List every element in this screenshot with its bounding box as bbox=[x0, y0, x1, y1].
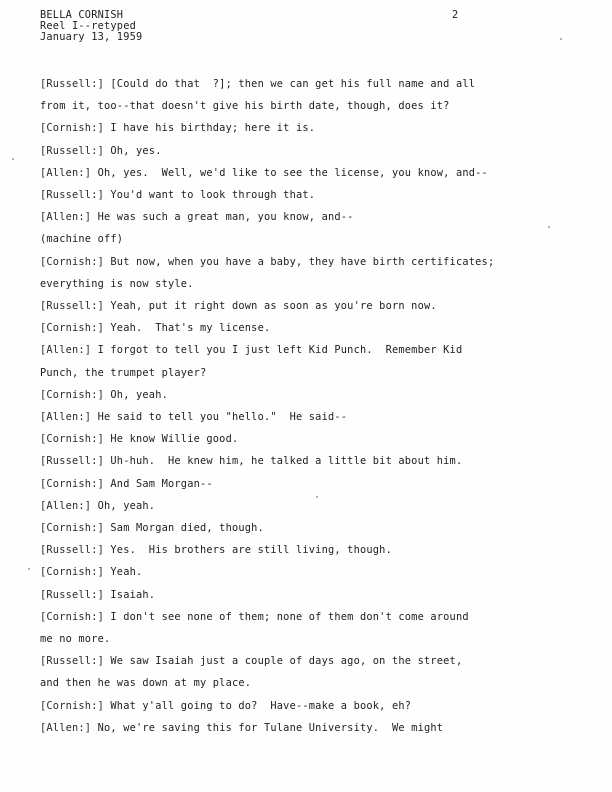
scan-speck bbox=[316, 496, 318, 498]
transcript-line bbox=[40, 544, 392, 556]
interviewee-name: BELLA CORNISH bbox=[40, 9, 124, 21]
scan-speck bbox=[28, 568, 30, 570]
line-text: Oh, yeah. bbox=[104, 388, 168, 401]
transcript-line bbox=[40, 233, 123, 245]
line-text: (machine off) bbox=[40, 233, 124, 246]
speaker-label: [Allen:] bbox=[40, 499, 92, 512]
transcript-line bbox=[40, 589, 155, 601]
transcript-line bbox=[40, 189, 315, 201]
interview-date: January 13, 1959 bbox=[40, 31, 143, 43]
transcript-line bbox=[40, 478, 213, 490]
speaker-label: [Cornish:] bbox=[40, 477, 104, 490]
line-text: What y'all going to do? Have--make a book, eh? bbox=[104, 699, 412, 712]
transcript-line bbox=[40, 433, 238, 445]
page-header bbox=[40, 10, 142, 43]
transcript-line bbox=[40, 655, 462, 667]
line-text: He said to tell you "hello." He said-- bbox=[91, 411, 348, 423]
line-text: Punch, the trumpet player? bbox=[40, 366, 207, 379]
speaker-label: [Cornish:] bbox=[40, 433, 104, 446]
line-text: Yes. His brothers are still living, though. bbox=[104, 544, 392, 557]
reel-label: Reel I--retyped bbox=[40, 20, 136, 32]
line-text: We saw Isaiah just a couple of days ago, on the street, bbox=[104, 655, 463, 668]
transcript-line bbox=[40, 344, 462, 356]
line-text: Yeah, put it right down as soon as you're born now. bbox=[104, 300, 437, 312]
transcript-line bbox=[40, 122, 315, 134]
speaker-label: [Russell:] bbox=[40, 544, 104, 557]
line-text: And Sam Morgan-- bbox=[104, 477, 213, 490]
speaker-label: [Russell:] bbox=[40, 189, 104, 201]
page-number: 2 bbox=[452, 9, 459, 21]
speaker-label: [Russell:] bbox=[40, 588, 104, 601]
line-text: Oh, yes. bbox=[104, 144, 162, 157]
line-text: But now, when you have a baby, they have birth certificates; bbox=[104, 255, 495, 268]
transcript-line bbox=[40, 411, 347, 423]
line-text: Oh, yeah. bbox=[91, 499, 156, 512]
line-text: Sam Morgan died, though. bbox=[104, 522, 264, 534]
scan-speck bbox=[560, 38, 562, 40]
line-text: He was such a great man, you know, and-- bbox=[91, 211, 354, 224]
line-text: Yeah. bbox=[104, 566, 143, 579]
transcript-line bbox=[40, 455, 462, 467]
transcript-line bbox=[40, 78, 475, 90]
speaker-label: [Allen:] bbox=[40, 721, 92, 734]
speaker-label: [Allen:] bbox=[40, 344, 92, 357]
transcript-line bbox=[40, 145, 162, 157]
transcript-line bbox=[40, 256, 494, 268]
line-text: Uh-huh. He knew him, he talked a little bit about him. bbox=[104, 455, 463, 468]
line-text: Isaiah. bbox=[104, 588, 156, 601]
transcript-line bbox=[40, 500, 155, 512]
transcript-line bbox=[40, 677, 251, 689]
speaker-label: [Russell:] bbox=[40, 655, 104, 668]
line-text: and then he was down at my place. bbox=[40, 677, 252, 690]
transcript-line bbox=[40, 633, 110, 645]
speaker-label: [Russell:] bbox=[40, 455, 104, 468]
line-text: I don't see none of them; none of them don't come around bbox=[104, 610, 469, 623]
line-text: from it, too--that doesn't give his birth date, though, does it? bbox=[40, 100, 450, 113]
speaker-label: [Allen:] bbox=[40, 166, 92, 179]
speaker-label: [Cornish:] bbox=[40, 566, 104, 579]
transcript-line bbox=[40, 100, 450, 112]
speaker-label: [Russell:] bbox=[40, 78, 104, 90]
line-text: I forgot to tell you I just left Kid Punch. Remember Kid bbox=[91, 344, 463, 357]
speaker-label: [Cornish:] bbox=[40, 610, 104, 623]
speaker-label: [Russell:] bbox=[40, 300, 104, 312]
transcript-line bbox=[40, 700, 411, 712]
speaker-label: [Russell:] bbox=[40, 144, 104, 157]
speaker-label: [Allen:] bbox=[40, 411, 92, 423]
transcript-line bbox=[40, 722, 443, 734]
transcript-line bbox=[40, 566, 142, 578]
speaker-label: [Cornish:] bbox=[40, 322, 104, 335]
line-text: everything is now style. bbox=[40, 277, 194, 290]
transcript-line bbox=[40, 367, 206, 379]
transcript-line bbox=[40, 322, 270, 334]
speaker-label: [Cornish:] bbox=[40, 699, 104, 712]
speaker-label: [Cornish:] bbox=[40, 122, 104, 135]
transcript-line bbox=[40, 389, 168, 401]
transcript-line bbox=[40, 278, 194, 290]
scan-speck bbox=[12, 158, 14, 160]
speaker-label: [Allen:] bbox=[40, 211, 92, 224]
line-text: me no more. bbox=[40, 633, 111, 645]
transcript-line bbox=[40, 211, 354, 223]
speaker-label: [Cornish:] bbox=[40, 255, 104, 268]
transcript-line bbox=[40, 300, 437, 312]
line-text: You'd want to look through that. bbox=[104, 189, 316, 201]
transcript-line bbox=[40, 522, 264, 534]
line-text: [Could do that ?]; then we can get his full name and all bbox=[104, 78, 476, 90]
line-text: I have his birthday; here it is. bbox=[104, 122, 316, 135]
line-text: Oh, yes. Well, we'd like to see the license, you know, and-- bbox=[91, 166, 488, 179]
transcript-line bbox=[40, 611, 469, 623]
scan-speck bbox=[548, 226, 550, 228]
line-text: Yeah. That's my license. bbox=[104, 322, 271, 335]
line-text: He know Willie good. bbox=[104, 433, 239, 446]
speaker-label: [Cornish:] bbox=[40, 522, 104, 534]
speaker-label: [Cornish:] bbox=[40, 388, 104, 401]
line-text: No, we're saving this for Tulane University. We might bbox=[91, 721, 444, 734]
transcript-line bbox=[40, 167, 488, 179]
